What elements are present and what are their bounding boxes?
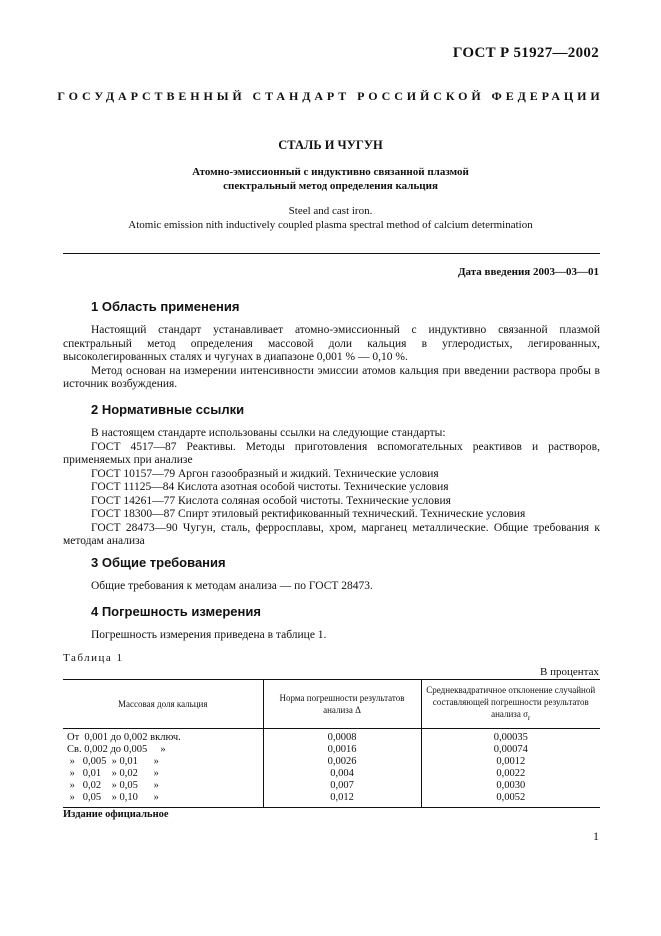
cell-sigma: 0,0052 bbox=[421, 792, 600, 808]
cell-delta: 0,012 bbox=[263, 792, 421, 808]
reference-item: ГОСТ 4517—87 Реактивы. Методы приготовления вспомогательных реактивов и растворов, применяемых при анализе bbox=[63, 440, 600, 466]
english-title-line-1: Steel and cast iron. bbox=[288, 205, 373, 217]
english-title-line-2: Atomic emission nith inductively coupled plasma spectral method of calcium determination bbox=[128, 219, 533, 231]
subtitle-line-2: спектральный метод определения кальция bbox=[223, 180, 438, 192]
section-1-body bbox=[63, 324, 600, 392]
cell-range bbox=[63, 756, 263, 768]
section-4-heading: 4 Погрешность измерения bbox=[91, 604, 261, 619]
cell-sigma: 0,0022 bbox=[421, 768, 600, 780]
subtitle-line-1: Атомно-эмиссионный с индуктивно связанной плазмой bbox=[192, 166, 469, 178]
table-row bbox=[63, 728, 600, 744]
table-row bbox=[63, 792, 600, 808]
state-standard-title: ГОСУДАРСТВЕННЫЙ СТАНДАРТ РОССИЙСКОЙ ФЕДЕРАЦИИ bbox=[57, 89, 604, 103]
cell-range bbox=[63, 792, 263, 808]
reference-item: ГОСТ 18300—87 Спирт этиловый ректификованный технический. Технические условия bbox=[91, 508, 526, 520]
title-divider bbox=[63, 253, 600, 254]
section-1-paragraph-1: Настоящий стандарт устанавливает атомно-эмиссионный с индуктивно связанной плазмой спектральный метод определения массовой доли кальция в углеродистых, легированных, высоколегированных сталях и чугунах в диапазоне 0,001 % — 0,10 %. bbox=[63, 324, 600, 363]
table-units: В процентах bbox=[540, 666, 599, 678]
sigma-subscript: r bbox=[527, 712, 531, 722]
cell-sigma: 0,0012 bbox=[421, 756, 600, 768]
document-subtitle bbox=[0, 165, 661, 193]
cell-range bbox=[63, 780, 263, 792]
section-1-heading: 1 Область применения bbox=[91, 299, 240, 314]
document-title: СТАЛЬ И ЧУГУН bbox=[278, 138, 383, 152]
column-header-std-deviation bbox=[421, 680, 600, 729]
cell-delta: 0,0016 bbox=[263, 744, 421, 756]
column-header-std-deviation-text: Среднеквадратичное отклонение случайной составляющей погрешности результатов анализа σ bbox=[426, 685, 596, 719]
table-row bbox=[63, 756, 600, 768]
cell-range bbox=[63, 728, 263, 744]
range-text: » 0,05 » 0,10 » bbox=[67, 791, 159, 803]
table-header-row bbox=[63, 680, 600, 729]
official-edition-note: Издание официальное bbox=[63, 809, 169, 820]
cell-range bbox=[63, 744, 263, 756]
cell-delta: 0,004 bbox=[263, 768, 421, 780]
page-number: 1 bbox=[593, 829, 599, 843]
cell-delta: 0,0026 bbox=[263, 756, 421, 768]
section-1-paragraph-2: Метод основан на измерении интенсивности эмиссии атомов кальция при введении раствора пробы в источник возбуждения. bbox=[63, 364, 600, 390]
normative-references bbox=[63, 427, 600, 549]
range-text: » 0,01 » 0,02 » bbox=[67, 767, 159, 779]
range-text: » 0,02 » 0,05 » bbox=[67, 779, 159, 791]
reference-item: ГОСТ 14261—77 Кислота соляная особой чистоты. Технические условия bbox=[91, 494, 451, 507]
table-row bbox=[63, 780, 600, 792]
table-caption: Таблица 1 bbox=[63, 652, 124, 664]
cell-delta: 0,007 bbox=[263, 780, 421, 792]
cell-sigma: 0,0030 bbox=[421, 780, 600, 792]
column-header-error-norm: Норма погрешности результатов анализа Δ bbox=[263, 680, 421, 729]
cell-delta: 0,0008 bbox=[263, 728, 421, 744]
section-2-heading: 2 Нормативные ссылки bbox=[91, 402, 245, 417]
range-text: Св. 0,002 до 0,005 » bbox=[67, 743, 166, 755]
table-row bbox=[63, 744, 600, 756]
column-header-mass-fraction: Массовая доля кальция bbox=[63, 680, 263, 729]
section-4-paragraph-1: Погрешность измерения приведена в таблице 1. bbox=[91, 629, 327, 641]
section-4-body bbox=[63, 629, 600, 643]
cell-range bbox=[63, 768, 263, 780]
range-text: От 0,001 до 0,002 включ. bbox=[67, 731, 181, 743]
reference-item: ГОСТ 28473—90 Чугун, сталь, ферросплавы, хром, марганец металлические. Общие требования к методам анализа bbox=[63, 521, 600, 547]
data-table bbox=[63, 679, 600, 808]
section-3-heading: 3 Общие требования bbox=[91, 555, 226, 570]
section-3-body bbox=[63, 580, 600, 594]
references-intro: В настоящем стандарте использованы ссылки на следующие стандарты: bbox=[91, 427, 446, 439]
english-title bbox=[0, 204, 661, 232]
table-row bbox=[63, 768, 600, 780]
document-code: ГОСТ Р 51927—2002 bbox=[452, 45, 599, 61]
introduction-date: Дата введения 2003—03—01 bbox=[457, 266, 599, 278]
cell-sigma: 0,00074 bbox=[421, 744, 600, 756]
range-text: » 0,005 » 0,01 » bbox=[67, 755, 159, 767]
section-3-paragraph-1: Общие требования к методам анализа — по ГОСТ 28473. bbox=[91, 580, 373, 592]
reference-item: ГОСТ 11125—84 Кислота азотная особой чистоты. Технические условия bbox=[91, 481, 449, 493]
cell-sigma: 0,00035 bbox=[421, 728, 600, 744]
reference-item: ГОСТ 10157—79 Аргон газообразный и жидкий. Технические условия bbox=[91, 467, 439, 480]
